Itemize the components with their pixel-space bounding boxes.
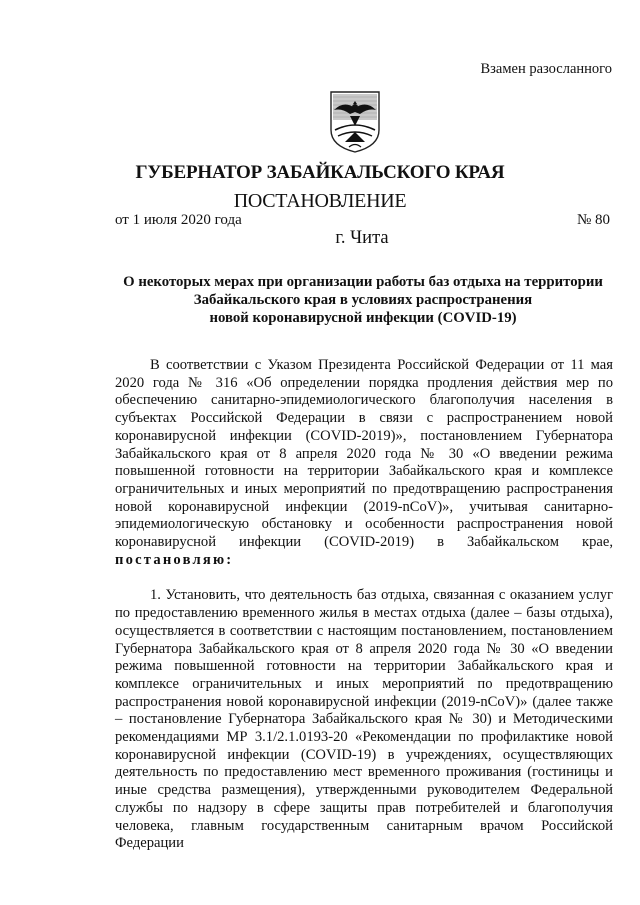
replacement-stamp: Взамен разосланного [480, 61, 612, 77]
coat-of-arms-icon [328, 90, 382, 154]
decree-word: постановляю [115, 551, 227, 568]
date-number-row [115, 212, 610, 229]
document-subject [108, 273, 618, 327]
document-body [115, 357, 613, 853]
issuer-title: ГУБЕРНАТОР ЗАБАЙКАЛЬСКОГО КРАЯ [135, 162, 505, 183]
clause-1-text: 1. Установить, что деятельность баз отдыха, связанная с оказанием услуг по предоставлению временного жилья в местах отдыха (далее – базы отдыха), осуществляется в соответствии с настоящим постановлением, постановлением Губернатора Забайкальского края от 8 апреля 2020 года № 30 «О введении режима повышенной готовности на территории Забайкальского края и комплексе ограничительных и иных мероприятий по предотвращению распространения новой коронавирусной инфекции (2019-nCoV)» (далее также – постановление Губернатора Забайкальского края № 30) и Методическими рекомендациями МР 3.1/2.1.0193-20 «Рекомендации по профилактике новой коронавирусной инфекции (COVID-19) в учреждениях, осуществляющих деятельность по предоставлению мест временного проживания (гостиницы и иные средства размещения), утвержденными руководителем Федеральной службы по надзору в сфере защиты прав потребителей и благополучия человека, главным государственным санитарным врачом Российской Федерации [115, 587, 613, 852]
document-type: ПОСТАНОВЛЕНИЕ [233, 190, 407, 212]
city: г. Чита [335, 228, 389, 248]
subject-line: О некоторых мерах при организации работы баз отдыха на территории [123, 274, 603, 290]
subject-line: Забайкальского края в условиях распространения [193, 292, 533, 308]
decree-colon: : [226, 551, 234, 568]
document-date: от 1 июля 2020 года [115, 212, 242, 228]
preamble-text: В соответствии с Указом Президента Российской Федерации от 11 мая 2020 года № 316 «Об определении порядка продления действия мер по обеспечению санитарно-эпидемиологического благополучия населения в субъектах Российской Федерации в связи с распространением новой коронавирусной инфекции (COVID-2019)», постановлением Губернатора Забайкальского края от 8 апреля 2020 года № 30 «О введении режима повышенной готовности на территории Забайкальского края и комплексе ограничительных и иных мероприятий по предотвращению распространения новой коронавирусной инфекции (2019-nCoV)», учитывая санитарно-эпидемиологическую обстановку и особенности распространения новой коронавирусной инфекции (COVID-2019) в Забайкальском крае, [115, 357, 613, 551]
preamble-paragraph [115, 357, 613, 569]
clause-paragraph [115, 587, 613, 853]
subject-line: новой коронавирусной инфекции (COVID-19) [209, 310, 517, 326]
document-number: № 80 [576, 212, 610, 228]
